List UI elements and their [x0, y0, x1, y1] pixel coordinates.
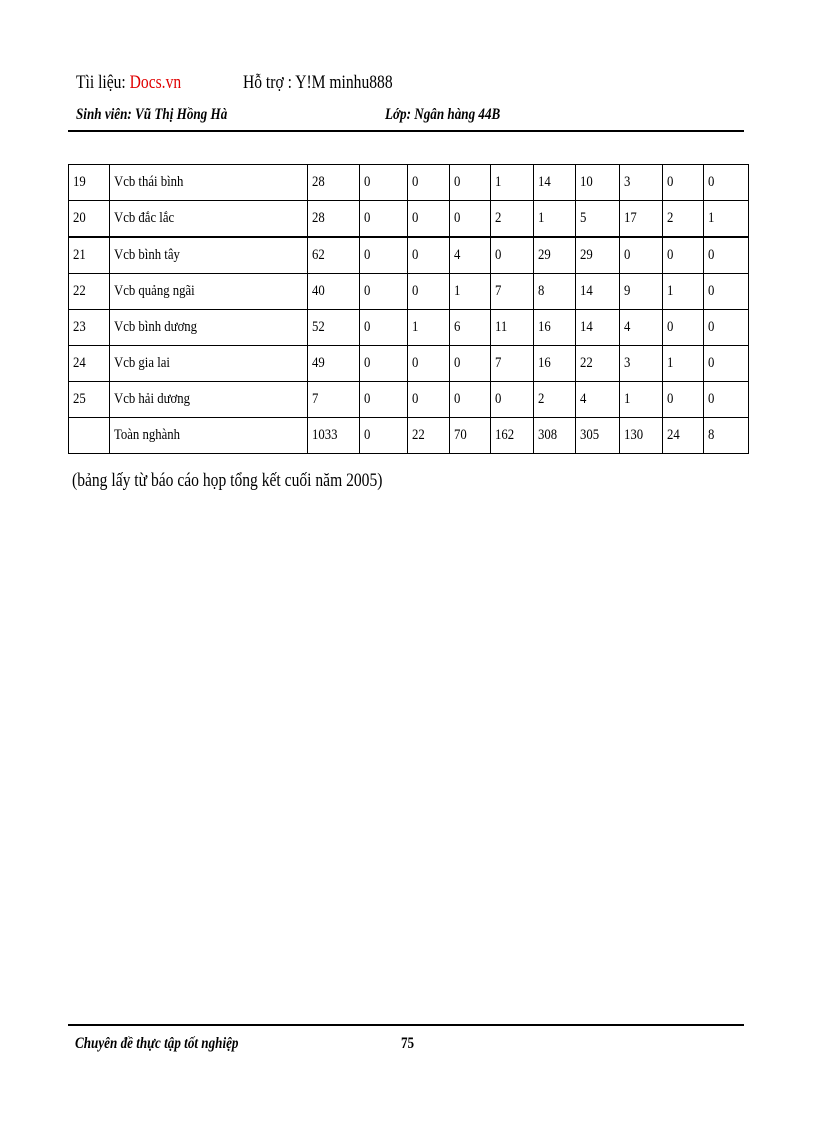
- table-cell: [359, 346, 408, 382]
- cell-text: 0: [412, 391, 419, 407]
- table-cell: [69, 382, 110, 418]
- cell-text: 20: [73, 210, 86, 226]
- table-cell: [359, 237, 408, 274]
- table-cell: [109, 274, 307, 310]
- table-cell: [408, 310, 450, 346]
- table-cell: [69, 274, 110, 310]
- table-cell: [109, 201, 307, 238]
- table-cell: [576, 310, 620, 346]
- table-row: [69, 165, 749, 201]
- cell-text: Vcb quảng ngãi: [113, 283, 195, 299]
- cell-text: 4: [580, 391, 587, 407]
- table-cell: [703, 201, 748, 238]
- cell-text: 11: [495, 319, 508, 335]
- doc-label: Tìi liệu:: [76, 72, 126, 93]
- table-cell: [576, 165, 620, 201]
- page-number: 75: [401, 1035, 415, 1052]
- cell-text: 0: [495, 391, 502, 407]
- table-cell: [576, 346, 620, 382]
- table-cell: [534, 165, 576, 201]
- cell-text: 0: [363, 210, 370, 226]
- cell-text: 0: [363, 319, 370, 335]
- footer-title: Chuyên đề thực tập tốt nghiệp: [75, 1035, 239, 1052]
- table-cell: [69, 201, 110, 238]
- table-cell: [663, 418, 704, 454]
- cell-text: Vcb đắc lắc: [113, 210, 175, 226]
- cell-text: 19: [73, 174, 86, 190]
- cell-text: 52: [311, 319, 325, 335]
- table-cell: [703, 237, 748, 274]
- cell-text: 0: [412, 247, 419, 263]
- cell-text: 0: [363, 283, 370, 299]
- table-cell: [534, 382, 576, 418]
- cell-text: 4: [454, 247, 461, 263]
- table-cell: [663, 346, 704, 382]
- table-cell: [576, 382, 620, 418]
- table-cell: [359, 310, 408, 346]
- cell-text: Vcb bình dương: [113, 319, 197, 335]
- cell-text: 2: [495, 210, 502, 226]
- cell-text: 0: [495, 247, 502, 263]
- table-cell: [359, 418, 408, 454]
- table-cell: [450, 274, 491, 310]
- table-cell: [69, 165, 110, 201]
- table-cell: [491, 274, 534, 310]
- table-cell: [69, 237, 110, 274]
- cell-text: 130: [624, 427, 644, 443]
- support-ym: Y!M: [295, 72, 326, 93]
- table-cell: [620, 346, 663, 382]
- table-cell: [69, 346, 110, 382]
- table-cell: [491, 310, 534, 346]
- table-row: [69, 274, 749, 310]
- table-cell: [408, 165, 450, 201]
- cell-text: 28: [311, 174, 325, 190]
- cell-text: 0: [412, 283, 419, 299]
- table-cell: [359, 274, 408, 310]
- cell-text: 0: [667, 247, 674, 263]
- support-label: Hỗ trợ :: [243, 72, 292, 93]
- doc-site-link[interactable]: Docs.vn: [129, 72, 182, 93]
- table-cell: [307, 418, 359, 454]
- source-note: (bảng lấy từ báo cáo họp tổng kết cuối năm 2005): [72, 470, 383, 491]
- cell-text: 1: [624, 391, 631, 407]
- cell-text: 0: [363, 174, 370, 190]
- cell-text: Vcb thái bình: [113, 174, 184, 190]
- table-cell: [359, 165, 408, 201]
- cell-text: 62: [311, 247, 325, 263]
- cell-text: 40: [311, 283, 325, 299]
- cell-text: Vcb gia lai: [113, 355, 170, 371]
- table-cell: [109, 237, 307, 274]
- cell-text: 0: [707, 391, 715, 407]
- cell-text: 0: [667, 391, 674, 407]
- cell-text: 7: [495, 283, 502, 299]
- table-cell: [576, 418, 620, 454]
- cell-text: 0: [363, 355, 370, 371]
- table-cell: [534, 237, 576, 274]
- cell-text: 162: [495, 427, 515, 443]
- table-cell: [491, 201, 534, 238]
- cell-text: 22: [73, 283, 86, 299]
- table-cell: [703, 418, 748, 454]
- cell-text: 2: [538, 391, 545, 407]
- header-divider: [68, 130, 744, 132]
- table-cell: [307, 346, 359, 382]
- table-cell: [109, 346, 307, 382]
- cell-text: 0: [454, 355, 461, 371]
- cell-text: 7: [495, 355, 502, 371]
- cell-text: 1: [454, 283, 461, 299]
- table-cell: [620, 382, 663, 418]
- cell-text: 0: [412, 174, 419, 190]
- cell-text: 16: [538, 355, 551, 371]
- cell-text: 0: [707, 355, 715, 371]
- table-cell: [69, 418, 110, 454]
- table-cell: [703, 346, 748, 382]
- cell-text: 29: [580, 247, 593, 263]
- table-row: [69, 382, 749, 418]
- table-cell: [359, 201, 408, 238]
- table-cell: [408, 418, 450, 454]
- cell-text: 8: [538, 283, 545, 299]
- table-cell: [408, 382, 450, 418]
- cell-text: 70: [454, 427, 468, 443]
- table-row: [69, 310, 749, 346]
- cell-text: 23: [73, 319, 86, 335]
- cell-text: 16: [538, 319, 551, 335]
- table-cell: [620, 165, 663, 201]
- cell-text: Vcb hải dương: [113, 391, 190, 407]
- table-cell: [534, 274, 576, 310]
- cell-text: 14: [580, 283, 593, 299]
- table-row: [69, 346, 749, 382]
- cell-text: 0: [412, 210, 419, 226]
- cell-text: 1: [667, 283, 674, 299]
- cell-text: 6: [454, 319, 461, 335]
- cell-text: 0: [454, 174, 461, 190]
- table-cell: [450, 418, 491, 454]
- table-cell: [307, 310, 359, 346]
- cell-text: 24: [667, 427, 680, 443]
- statistics-table: [68, 164, 749, 454]
- cell-text: 0: [363, 427, 370, 443]
- table-cell: [307, 201, 359, 238]
- table-cell: [450, 310, 491, 346]
- table-cell: [663, 165, 704, 201]
- table-cell: [109, 382, 307, 418]
- table-cell: [703, 310, 748, 346]
- cell-text: 0: [707, 283, 715, 299]
- table-cell: [307, 382, 359, 418]
- cell-text: 7: [311, 391, 318, 407]
- cell-text: 14: [580, 319, 593, 335]
- cell-text: 2: [667, 210, 674, 226]
- cell-text: 3: [624, 174, 631, 190]
- cell-text: 0: [454, 391, 461, 407]
- cell-text: 1: [412, 319, 419, 335]
- cell-text: 9: [624, 283, 631, 299]
- cell-text: 1: [495, 174, 502, 190]
- cell-text: 8: [707, 427, 715, 443]
- table-cell: [307, 237, 359, 274]
- table-cell: [307, 274, 359, 310]
- table-cell: [408, 237, 450, 274]
- cell-text: 0: [412, 355, 419, 371]
- table-cell: [109, 418, 307, 454]
- table-cell: [408, 274, 450, 310]
- table-cell: [450, 346, 491, 382]
- header-doc-label: [76, 72, 181, 94]
- student-name: Sinh viên: Vũ Thị Hồng Hà: [76, 106, 228, 123]
- table-cell: [491, 237, 534, 274]
- table-cell: [491, 346, 534, 382]
- footer-divider: [68, 1024, 744, 1026]
- table-cell: [450, 237, 491, 274]
- class-name: Lớp: Ngân hàng 44B: [385, 106, 501, 123]
- table-cell: [703, 382, 748, 418]
- table-cell: [491, 418, 534, 454]
- table-row: [69, 418, 749, 454]
- cell-text: 0: [363, 247, 370, 263]
- table-cell: [534, 346, 576, 382]
- table-cell: [576, 201, 620, 238]
- table-cell: [534, 418, 576, 454]
- table-cell: [408, 201, 450, 238]
- cell-text: 10: [580, 174, 593, 190]
- cell-text: 0: [667, 174, 674, 190]
- table-cell: [663, 382, 704, 418]
- table-cell: [620, 274, 663, 310]
- cell-text: 0: [363, 391, 370, 407]
- cell-text: Vcb bình tây: [113, 247, 180, 263]
- cell-text: 0: [667, 319, 674, 335]
- cell-text: Toàn nghành: [113, 427, 180, 443]
- cell-text: 3: [624, 355, 631, 371]
- table-cell: [69, 310, 110, 346]
- cell-text: 0: [624, 247, 631, 263]
- table-cell: [576, 237, 620, 274]
- cell-text: 22: [580, 355, 593, 371]
- table-cell: [109, 165, 307, 201]
- cell-text: 22: [412, 427, 426, 443]
- cell-text: 4: [624, 319, 631, 335]
- table-cell: [620, 310, 663, 346]
- table-cell: [703, 165, 748, 201]
- cell-text: 28: [311, 210, 325, 226]
- cell-text: 1033: [311, 427, 338, 443]
- table-cell: [620, 201, 663, 238]
- table-cell: [450, 165, 491, 201]
- cell-text: 0: [707, 319, 715, 335]
- table-cell: [663, 310, 704, 346]
- cell-text: 21: [73, 247, 86, 263]
- header-support: [243, 72, 393, 94]
- table-cell: [663, 274, 704, 310]
- table-cell: [620, 237, 663, 274]
- table-cell: [663, 237, 704, 274]
- cell-text: 14: [538, 174, 551, 190]
- cell-text: 1: [707, 210, 715, 226]
- cell-text: 17: [624, 210, 637, 226]
- table-cell: [359, 382, 408, 418]
- cell-text: 308: [538, 427, 558, 443]
- cell-text: 0: [707, 247, 715, 263]
- table-cell: [663, 201, 704, 238]
- table-cell: [307, 165, 359, 201]
- table-cell: [620, 418, 663, 454]
- cell-text: 1: [667, 355, 674, 371]
- table-cell: [576, 274, 620, 310]
- cell-text: 0: [707, 174, 715, 190]
- cell-text: 5: [580, 210, 587, 226]
- table-cell: [534, 201, 576, 238]
- table-cell: [450, 382, 491, 418]
- table-cell: [491, 165, 534, 201]
- table-cell: [408, 346, 450, 382]
- support-user: minhu888: [329, 72, 393, 93]
- table-row: [69, 237, 749, 274]
- table-cell: [109, 310, 307, 346]
- table-cell: [703, 274, 748, 310]
- cell-text: 49: [311, 355, 325, 371]
- table-cell: [450, 201, 491, 238]
- cell-text: 305: [580, 427, 600, 443]
- cell-text: 29: [538, 247, 551, 263]
- cell-text: 25: [73, 391, 86, 407]
- table-body: [69, 165, 749, 454]
- table-cell: [491, 382, 534, 418]
- table-cell: [534, 310, 576, 346]
- table-row: [69, 201, 749, 238]
- cell-text: 1: [538, 210, 545, 226]
- cell-text: 24: [73, 355, 86, 371]
- cell-text: 0: [454, 210, 461, 226]
